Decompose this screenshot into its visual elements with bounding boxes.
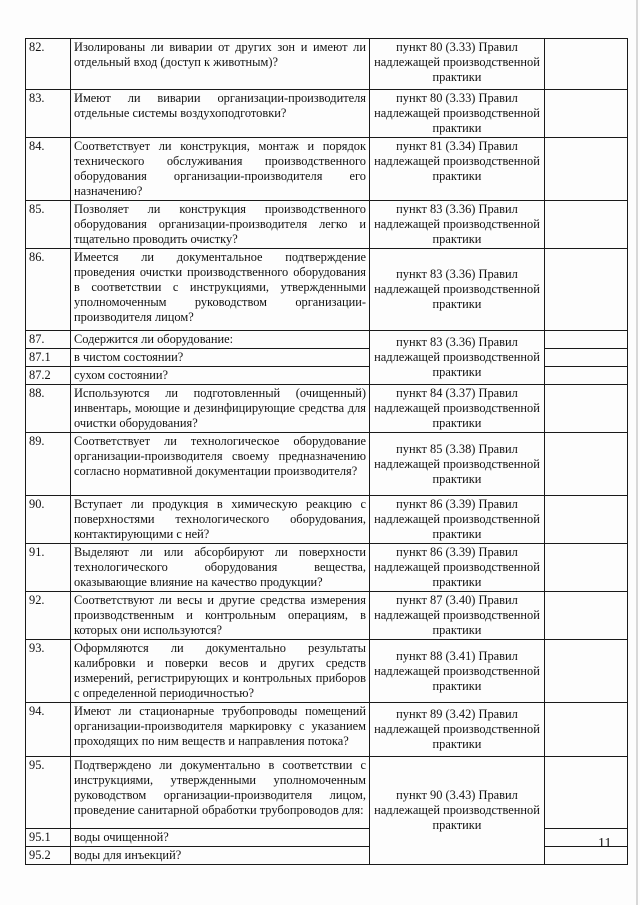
question-text: Имеется ли документальное подтверждение проведения очистки производственного оборудования в соответствии с инструкциями, утвержденными уполномоченным руководством организации-производителя лицом? — [71, 249, 370, 331]
answer-cell[interactable] — [545, 349, 628, 367]
question-text: Вступает ли продукция в химическую реакцию с поверхностями технологического оборудования, контактирующими с ней? — [71, 496, 370, 544]
answer-cell[interactable] — [545, 331, 628, 349]
table-row — [26, 138, 628, 201]
table-row — [26, 90, 628, 138]
item-number: 92. — [26, 592, 71, 640]
item-number: 95. — [26, 757, 71, 829]
item-number: 89. — [26, 433, 71, 496]
table-row — [26, 592, 628, 640]
answer-cell[interactable] — [545, 39, 628, 90]
question-text: Имеют ли стационарные трубопроводы помещений организации-производителя маркировку с указанием проходящих по ним веществ и направления потока? — [71, 703, 370, 757]
question-text: Выделяют ли или абсорбируют ли поверхности технологического оборудования вещества, оказывающие влияние на качество продукции? — [71, 544, 370, 592]
table-row — [26, 385, 628, 433]
table-row — [26, 249, 628, 331]
regulation-reference: пункт 86 (3.39) Правил надлежащей производственной практики — [370, 544, 545, 592]
table-row — [26, 544, 628, 592]
regulation-reference: пункт 84 (3.37) Правил надлежащей производственной практики — [370, 385, 545, 433]
answer-cell[interactable] — [545, 496, 628, 544]
answer-cell[interactable] — [545, 249, 628, 331]
question-text: в чистом состоянии? — [71, 349, 370, 367]
question-text: сухом состоянии? — [71, 367, 370, 385]
page-number: 11 — [598, 836, 612, 851]
item-number: 95.2 — [26, 847, 71, 865]
table-row — [26, 640, 628, 703]
regulation-reference: пункт 81 (3.34) Правил надлежащей производственной практики — [370, 138, 545, 201]
question-text: Оформляются ли документально результаты калибровки и поверки весов и других средств измерений, регистрирующих и контрольных приборов с определенной периодичностью? — [71, 640, 370, 703]
item-number: 85. — [26, 201, 71, 249]
item-number: 88. — [26, 385, 71, 433]
answer-cell[interactable] — [545, 847, 628, 865]
question-text: Соответствуют ли весы и другие средства измерения производственным и контрольным операциям, в которых они используются? — [71, 592, 370, 640]
question-text: Изолированы ли виварии от других зон и имеют ли отдельный вход (доступ к животным)? — [71, 39, 370, 90]
answer-cell[interactable] — [545, 703, 628, 757]
item-number: 94. — [26, 703, 71, 757]
item-number: 87.1 — [26, 349, 71, 367]
item-number: 87. — [26, 331, 71, 349]
regulation-reference: пункт 87 (3.40) Правил надлежащей производственной практики — [370, 592, 545, 640]
item-number: 83. — [26, 90, 71, 138]
table-row — [26, 757, 628, 829]
regulation-reference: пункт 88 (3.41) Правил надлежащей производственной практики — [370, 640, 545, 703]
checklist-table — [25, 38, 628, 865]
table-row — [26, 201, 628, 249]
answer-cell[interactable] — [545, 544, 628, 592]
question-text: Подтверждено ли документально в соответствии с инструкциями, утвержденными уполномоченным руководством организации-производителя лицом, проведение санитарной обработки трубопроводов для: — [71, 757, 370, 829]
regulation-reference: пункт 80 (3.33) Правил надлежащей производственной практики — [370, 90, 545, 138]
question-text: Используются ли подготовленный (очищенный) инвентарь, моющие и дезинфицирующие средства для очистки оборудования? — [71, 385, 370, 433]
item-number: 95.1 — [26, 829, 71, 847]
regulation-reference: пункт 86 (3.39) Правил надлежащей производственной практики — [370, 496, 545, 544]
item-number: 93. — [26, 640, 71, 703]
question-text: Имеют ли виварии организации-производителя отдельные системы воздухоподготовки? — [71, 90, 370, 138]
regulation-reference: пункт 83 (3.36) Правил надлежащей производственной практики — [370, 331, 545, 385]
answer-cell[interactable] — [545, 433, 628, 496]
regulation-reference: пункт 90 (3.43) Правил надлежащей производственной практики — [370, 757, 545, 865]
item-number: 91. — [26, 544, 71, 592]
item-number: 86. — [26, 249, 71, 331]
page-edge-shadow — [636, 0, 638, 905]
answer-cell[interactable] — [545, 829, 628, 847]
regulation-reference: пункт 89 (3.42) Правил надлежащей производственной практики — [370, 703, 545, 757]
question-text: Позволяет ли конструкция производственного оборудования организации-производителя легко и тщательно проводить очистку? — [71, 201, 370, 249]
answer-cell[interactable] — [545, 138, 628, 201]
question-text: воды очищенной? — [71, 829, 370, 847]
regulation-reference: пункт 80 (3.33) Правил надлежащей производственной практики — [370, 39, 545, 90]
table-row — [26, 331, 628, 349]
answer-cell[interactable] — [545, 757, 628, 829]
answer-cell[interactable] — [545, 640, 628, 703]
table-row — [26, 496, 628, 544]
table-row — [26, 39, 628, 90]
question-text: Соответствует ли конструкция, монтаж и порядок технического обслуживания производственного оборудования организации-производителя его назначению? — [71, 138, 370, 201]
question-text: Соответствует ли технологическое оборудование организации-производителя своему предназначению согласно нормативной документации производителя? — [71, 433, 370, 496]
item-number: 84. — [26, 138, 71, 201]
answer-cell[interactable] — [545, 90, 628, 138]
question-text: Содержится ли оборудование: — [71, 331, 370, 349]
regulation-reference: пункт 83 (3.36) Правил надлежащей производственной практики — [370, 249, 545, 331]
regulation-reference: пункт 85 (3.38) Правил надлежащей производственной практики — [370, 433, 545, 496]
regulation-reference: пункт 83 (3.36) Правил надлежащей производственной практики — [370, 201, 545, 249]
item-number: 82. — [26, 39, 71, 90]
item-number: 90. — [26, 496, 71, 544]
table-row — [26, 433, 628, 496]
answer-cell[interactable] — [545, 367, 628, 385]
answer-cell[interactable] — [545, 592, 628, 640]
answer-cell[interactable] — [545, 385, 628, 433]
answer-cell[interactable] — [545, 201, 628, 249]
table-row — [26, 703, 628, 757]
question-text: воды для инъекций? — [71, 847, 370, 865]
item-number: 87.2 — [26, 367, 71, 385]
